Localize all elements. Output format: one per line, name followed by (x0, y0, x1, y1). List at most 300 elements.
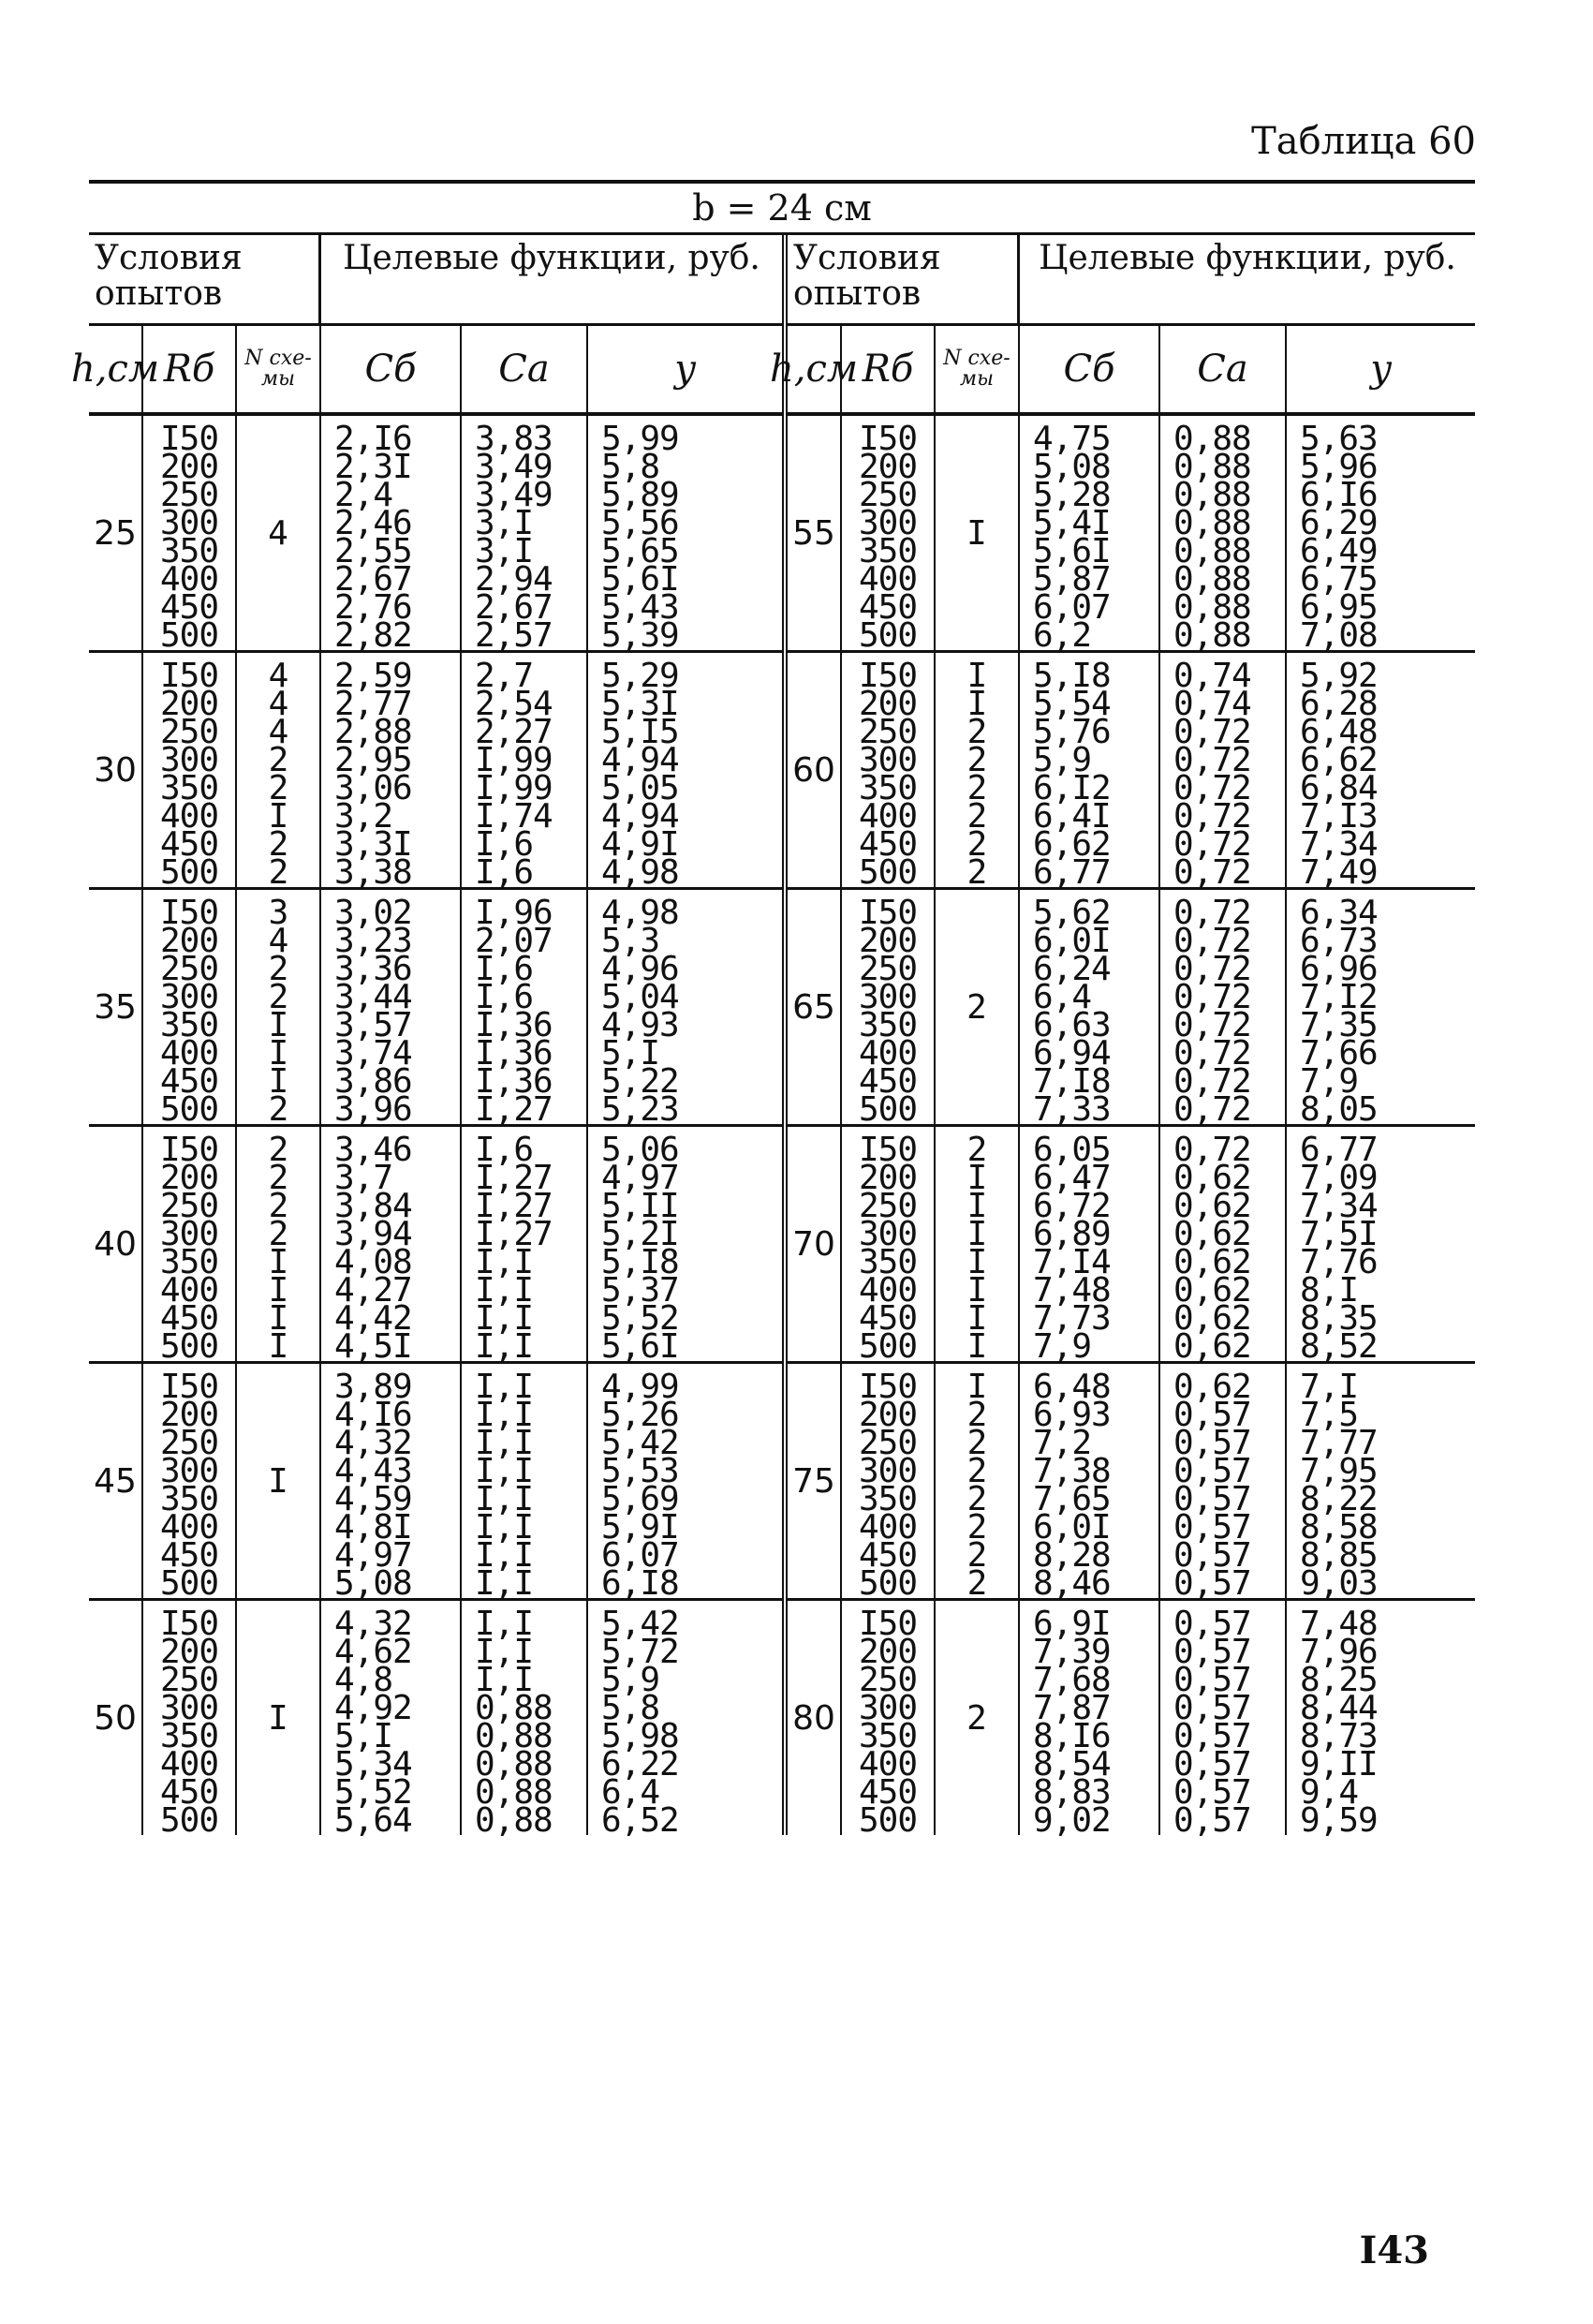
cell-r: 400 (858, 1508, 918, 1547)
cell-r: I50 (159, 1368, 219, 1406)
column-ca (1160, 1601, 1287, 1840)
cell-r: 200 (159, 1633, 219, 1671)
cell-n: 2 (966, 825, 987, 864)
cell-n: I (966, 1243, 987, 1281)
cell-y: 7,I2 (1300, 978, 1378, 1016)
block-h: 50 (89, 1601, 143, 1835)
cell-y: 5,53 (601, 1452, 679, 1490)
cell-y: 7,48 (1300, 1605, 1378, 1643)
cell-y: 5,22 (601, 1062, 679, 1101)
cell-y: 5,89 (601, 476, 679, 514)
header-row-1 (89, 235, 782, 326)
cell-cb: 3,7 (334, 1159, 393, 1197)
cell-cb: 5,28 (1033, 476, 1111, 514)
right-half (769, 235, 1475, 1840)
table-block (788, 1601, 1475, 1840)
cell-ca: 0,88 (1173, 476, 1251, 514)
cell-n: I (966, 1271, 987, 1310)
cell-y: 7,76 (1300, 1243, 1378, 1281)
cell-ca: 2,57 (475, 616, 553, 655)
cell-ca: I,6 (475, 950, 534, 988)
cell-ca: 0,88 (1173, 504, 1251, 542)
cell-cb: 6,24 (1033, 950, 1111, 988)
cell-cb: 5,I (334, 1717, 393, 1755)
cell-ca: 0,57 (1173, 1508, 1251, 1547)
cell-ca: I,I (475, 1368, 534, 1406)
cell-r: 450 (159, 588, 219, 627)
column-y (1287, 1364, 1475, 1603)
cell-n: I (268, 1006, 288, 1044)
cell-ca: 0,57 (1173, 1689, 1251, 1727)
cell-cb: 6,07 (1033, 588, 1111, 627)
cell-cb: 6,0I (1033, 1508, 1111, 1547)
cell-cb: 8,46 (1033, 1564, 1111, 1603)
cell-y: 4,98 (601, 853, 679, 892)
cell-ca: 0,72 (1173, 1062, 1251, 1101)
cell-cb: 3,84 (334, 1187, 412, 1225)
column-cb (1020, 1127, 1160, 1366)
cell-y: 6,4 (601, 1773, 660, 1812)
cell-r: 300 (858, 1689, 918, 1727)
cell-r: 200 (858, 922, 918, 960)
cell-r: 500 (159, 853, 219, 892)
column-ca (462, 890, 588, 1129)
cell-y: 5,8 (601, 1689, 660, 1727)
cell-cb: 6,93 (1033, 1396, 1111, 1434)
cell-r: 250 (159, 1424, 219, 1462)
column-ca (462, 1601, 588, 1840)
cell-cb: 5,9 (1033, 741, 1092, 779)
cell-r: I50 (159, 657, 219, 695)
cell-ca: 0,57 (1173, 1536, 1251, 1575)
cell-ca: 2,54 (475, 685, 553, 723)
cell-r: 350 (159, 769, 219, 807)
cell-r: 350 (858, 1717, 918, 1755)
cell-cb: 6,I2 (1033, 769, 1111, 807)
cell-ca: 0,57 (1173, 1801, 1251, 1840)
cell-ca: I,27 (475, 1090, 553, 1129)
cell-r: 500 (159, 1090, 219, 1129)
cell-cb: 7,68 (1033, 1661, 1111, 1699)
column-r (143, 890, 237, 1129)
cell-r: 350 (159, 1006, 219, 1044)
cell-n: I (966, 1187, 987, 1225)
cell-cb: 2,55 (334, 532, 412, 570)
cell-ca: 0,57 (1173, 1452, 1251, 1490)
header-row-2 (70, 326, 782, 416)
cell-y: 4,9I (601, 825, 679, 864)
cell-ca: 0,62 (1173, 1327, 1251, 1366)
cell-ca: 0,72 (1173, 797, 1251, 836)
cell-n: 2 (966, 769, 987, 807)
cell-ca: 0,57 (1173, 1396, 1251, 1434)
cell-y: 5,43 (601, 588, 679, 627)
header-functions: Целевые функции, руб. (1039, 239, 1456, 277)
cell-r: 250 (858, 1187, 918, 1225)
cell-ca: 0,57 (1173, 1480, 1251, 1518)
cell-ca: 0,72 (1173, 825, 1251, 864)
cell-cb: 6,2 (1033, 616, 1092, 655)
cell-y: 7,I3 (1300, 797, 1378, 836)
column-ca (462, 1364, 588, 1603)
cell-r: 300 (159, 1215, 219, 1253)
data-table (70, 180, 1475, 1840)
cell-y: 6,73 (1300, 922, 1378, 960)
cell-cb: 4,97 (334, 1536, 412, 1575)
cell-scheme: I (237, 1364, 321, 1598)
column-r (143, 1364, 237, 1603)
cell-r: 450 (858, 1773, 918, 1812)
cell-y: 5,3I (601, 685, 679, 723)
cell-y: 8,52 (1300, 1327, 1378, 1366)
cell-y: 5,I5 (601, 713, 679, 751)
cell-y: 5,52 (601, 1299, 679, 1338)
cell-ca: 0,88 (1173, 532, 1251, 570)
column-r (143, 416, 237, 655)
cell-r: 250 (858, 713, 918, 751)
table-block (788, 416, 1475, 653)
cell-y: 4,94 (601, 797, 679, 836)
cell-ca: I,I (475, 1243, 534, 1281)
table-caption: b = 24 см (89, 184, 1475, 235)
cell-n: I (966, 1327, 987, 1366)
cell-ca: 0,57 (1173, 1424, 1251, 1462)
cell-cb: 3,57 (334, 1006, 412, 1044)
cell-cb: 4,92 (334, 1689, 412, 1727)
cell-ca: 3,49 (475, 448, 553, 486)
cell-r: I50 (858, 1605, 918, 1643)
column-y (588, 416, 782, 655)
cell-ca: I,36 (475, 1062, 553, 1101)
cell-y: 9,II (1300, 1745, 1378, 1784)
cell-y: 7,5I (1300, 1215, 1378, 1253)
column-r (143, 653, 237, 892)
cell-cb: 7,39 (1033, 1633, 1111, 1671)
cell-r: 250 (858, 950, 918, 988)
cell-r: 300 (159, 1452, 219, 1490)
cell-n: I (268, 1034, 288, 1073)
cell-n: I (268, 1062, 288, 1101)
cell-cb: 7,87 (1033, 1689, 1111, 1727)
cell-ca: 0,72 (1173, 1006, 1251, 1044)
cell-ca: 0,88 (1173, 616, 1251, 655)
cell-cb: 2,3I (334, 448, 412, 486)
cell-ca: I,27 (475, 1215, 553, 1253)
column-ca (1160, 653, 1287, 892)
cell-ca: 0,62 (1173, 1187, 1251, 1225)
cell-y: 5,I8 (601, 1243, 679, 1281)
cell-ca: 3,I (475, 504, 534, 542)
column-cb (321, 890, 462, 1129)
block-h: 35 (89, 890, 143, 1124)
cell-scheme: 2 (936, 890, 1020, 1124)
cell-cb: 4,75 (1033, 420, 1111, 458)
cell-cb: 3,96 (334, 1090, 412, 1129)
cell-r: I50 (159, 894, 219, 932)
cell-ca: 0,72 (1173, 853, 1251, 892)
cell-r: I50 (858, 420, 918, 458)
cell-y: 4,96 (601, 950, 679, 988)
cell-r: 400 (159, 1034, 219, 1073)
block-h: 40 (89, 1127, 143, 1361)
cell-cb: 4,42 (334, 1299, 412, 1338)
cell-cb: 8,I6 (1033, 1717, 1111, 1755)
cell-y: 5,39 (601, 616, 679, 655)
cell-n: 4 (268, 922, 288, 960)
cell-n: 2 (966, 1424, 987, 1462)
cell-ca: 0,88 (1173, 588, 1251, 627)
cell-y: 5,92 (1300, 657, 1378, 695)
cell-cb: 5,6I (1033, 532, 1111, 570)
cell-ca: 0,88 (475, 1717, 553, 1755)
column-cb (321, 1127, 462, 1366)
cell-r: 250 (159, 950, 219, 988)
cell-n: 2 (966, 741, 987, 779)
cell-cb: 7,I8 (1033, 1062, 1111, 1101)
cell-y: 7,77 (1300, 1424, 1378, 1462)
block-h: 75 (788, 1364, 842, 1598)
column-r (842, 653, 936, 892)
column-cb (1020, 1364, 1160, 1603)
cell-r: I50 (858, 894, 918, 932)
cell-cb: 4,32 (334, 1605, 412, 1643)
cell-cb: 5,34 (334, 1745, 412, 1784)
header-y: y (1370, 348, 1392, 391)
cell-r: 250 (159, 1661, 219, 1699)
cell-y: 5,69 (601, 1480, 679, 1518)
cell-n: 2 (966, 853, 987, 892)
cell-y: 5,05 (601, 769, 679, 807)
cell-cb: 3,74 (334, 1034, 412, 1073)
cell-y: 5,04 (601, 978, 679, 1016)
cell-scheme: I (237, 1601, 321, 1835)
cell-ca: 3,I (475, 532, 534, 570)
cell-cb: 3,46 (334, 1131, 412, 1169)
cell-y: 7,49 (1300, 853, 1378, 892)
cell-ca: I,I (475, 1327, 534, 1366)
cell-n: 2 (268, 1215, 288, 1253)
column-r (143, 1127, 237, 1366)
cell-y: 7,34 (1300, 1187, 1378, 1225)
header-r: Rб (842, 326, 936, 412)
table-block (788, 653, 1475, 890)
header-h: h,см (89, 326, 143, 412)
cell-r: 500 (858, 1564, 918, 1603)
cell-ca: I,74 (475, 797, 553, 836)
cell-y: 6,95 (1300, 588, 1378, 627)
cell-cb: 3,86 (334, 1062, 412, 1101)
cell-y: 6,84 (1300, 769, 1378, 807)
cell-cb: 5,4I (1033, 504, 1111, 542)
cell-r: 450 (858, 1062, 918, 1101)
cell-n: I (966, 1215, 987, 1253)
table-block (89, 890, 782, 1127)
cell-cb: 2,4 (334, 476, 393, 514)
cell-n: I (268, 1327, 288, 1366)
table-block (788, 1127, 1475, 1364)
cell-ca: I,I (475, 1271, 534, 1310)
cell-cb: 4,43 (334, 1452, 412, 1490)
cell-n: 2 (966, 1564, 987, 1603)
cell-n: I (966, 657, 987, 695)
cell-ca: 0,57 (1173, 1605, 1251, 1643)
cell-cb: 7,65 (1033, 1480, 1111, 1518)
cell-r: 350 (159, 1717, 219, 1755)
cell-cb: 6,62 (1033, 825, 1111, 864)
cell-r: 250 (159, 713, 219, 751)
cell-y: 5,II (601, 1187, 679, 1225)
cell-ca: 0,72 (1173, 1131, 1251, 1169)
block-h: 80 (788, 1601, 842, 1835)
column-ca (1160, 416, 1287, 655)
cell-y: 5,98 (601, 1717, 679, 1755)
cell-cb: 5,64 (334, 1801, 412, 1840)
cell-r: I50 (159, 1605, 219, 1643)
cell-ca: 0,62 (1173, 1243, 1251, 1281)
cell-y: 7,09 (1300, 1159, 1378, 1197)
cell-r: 200 (858, 1159, 918, 1197)
cell-scheme: 2 (936, 1601, 1020, 1835)
cell-r: 450 (159, 1062, 219, 1101)
cell-ca: I,99 (475, 769, 553, 807)
cell-ca: 2,94 (475, 560, 553, 599)
cell-cb: 6,63 (1033, 1006, 1111, 1044)
cell-r: 500 (858, 1801, 918, 1840)
cell-y: 5,9 (601, 1661, 660, 1699)
cell-r: 300 (858, 741, 918, 779)
cell-y: 6,77 (1300, 1131, 1378, 1169)
cell-cb: 7,I4 (1033, 1243, 1111, 1281)
cell-r: 450 (858, 1299, 918, 1338)
cell-y: 5,37 (601, 1271, 679, 1310)
column-ca (462, 1127, 588, 1366)
cell-y: 5,8 (601, 448, 660, 486)
cell-r: I50 (159, 420, 219, 458)
cell-cb: 7,48 (1033, 1271, 1111, 1310)
cell-cb: 5,08 (1033, 448, 1111, 486)
cell-y: 6,I6 (1300, 476, 1378, 514)
cell-y: 5,06 (601, 1131, 679, 1169)
cell-y: 6,34 (1300, 894, 1378, 932)
cell-ca: 0,88 (1173, 560, 1251, 599)
cell-r: 350 (858, 1006, 918, 1044)
cell-r: 300 (159, 504, 219, 542)
cell-y: 8,44 (1300, 1689, 1378, 1727)
cell-r: 500 (159, 1801, 219, 1840)
cell-y: 9,03 (1300, 1564, 1378, 1603)
table-label: Таблица 60 (1251, 120, 1476, 163)
cell-n: 3 (268, 894, 288, 932)
cell-cb: 2,67 (334, 560, 412, 599)
cell-y: 7,5 (1300, 1396, 1359, 1434)
cell-ca: I,6 (475, 978, 534, 1016)
cell-r: 450 (159, 1773, 219, 1812)
header-cb: Cб (1020, 326, 1160, 412)
cell-r: 400 (159, 560, 219, 599)
cell-ca: 0,74 (1173, 685, 1251, 723)
cell-y: 5,99 (601, 420, 679, 458)
column-y (1287, 1127, 1475, 1366)
cell-ca: I,36 (475, 1034, 553, 1073)
column-y (588, 1601, 782, 1840)
cell-y: 5,65 (601, 532, 679, 570)
cell-y: 6,I8 (601, 1564, 679, 1603)
table-block (89, 416, 782, 653)
cell-r: 300 (159, 741, 219, 779)
column-ca (1160, 1364, 1287, 1603)
cell-cb: 3,02 (334, 894, 412, 932)
cell-y: 6,28 (1300, 685, 1378, 723)
cell-ca: 0,72 (1173, 894, 1251, 932)
cell-ca: I,27 (475, 1187, 553, 1225)
cell-r: 450 (858, 1536, 918, 1575)
cell-y: 5,26 (601, 1396, 679, 1434)
column-y (588, 653, 782, 892)
cell-ca: 0,62 (1173, 1299, 1251, 1338)
column-cb (321, 653, 462, 892)
table-block (89, 653, 782, 890)
cell-y: 5,29 (601, 657, 679, 695)
cell-y: 8,85 (1300, 1536, 1378, 1575)
cell-y: 6,52 (601, 1801, 679, 1840)
column-n (936, 1127, 1020, 1366)
cell-r: 350 (858, 1480, 918, 1518)
cell-r: 200 (858, 1633, 918, 1671)
cell-r: 450 (858, 825, 918, 864)
cell-y: 8,25 (1300, 1661, 1378, 1699)
cell-r: 500 (159, 616, 219, 655)
header-conditions: Условия опытов (89, 235, 321, 323)
column-ca (1160, 890, 1287, 1129)
cell-cb: 2,88 (334, 713, 412, 751)
cell-y: 6,62 (1300, 741, 1378, 779)
cell-r: 500 (858, 616, 918, 655)
cell-y: 4,93 (601, 1006, 679, 1044)
cell-cb: 5,76 (1033, 713, 1111, 751)
cell-r: 200 (159, 448, 219, 486)
cell-cb: 6,72 (1033, 1187, 1111, 1225)
cell-r: 350 (159, 1480, 219, 1518)
cell-ca: I,6 (475, 825, 534, 864)
cell-r: 400 (159, 1745, 219, 1784)
cell-cb: 4,59 (334, 1480, 412, 1518)
column-n (237, 890, 321, 1129)
column-ca (1160, 1127, 1287, 1366)
page-number: I43 (1359, 2228, 1429, 2272)
cell-cb: 3,06 (334, 769, 412, 807)
cell-ca: 0,72 (1173, 978, 1251, 1016)
cell-y: 4,97 (601, 1159, 679, 1197)
cell-ca: 2,07 (475, 922, 553, 960)
cell-y: 5,56 (601, 504, 679, 542)
cell-cb: 5,52 (334, 1773, 412, 1812)
cell-r: 300 (159, 978, 219, 1016)
cell-cb: 6,89 (1033, 1215, 1111, 1253)
cell-cb: 8,54 (1033, 1745, 1111, 1784)
cell-y: 8,I (1300, 1271, 1359, 1310)
cell-ca: 0,57 (1173, 1661, 1251, 1699)
cell-cb: 3,36 (334, 950, 412, 988)
cell-cb: 3,38 (334, 853, 412, 892)
cell-n: 2 (966, 1480, 987, 1518)
cell-cb: 6,94 (1033, 1034, 1111, 1073)
cell-y: 7,9 (1300, 1062, 1359, 1101)
cell-y: 5,6I (601, 560, 679, 599)
cell-y: 8,22 (1300, 1480, 1378, 1518)
cell-y: 6,29 (1300, 504, 1378, 542)
cell-y: 5,42 (601, 1424, 679, 1462)
cell-y: 7,34 (1300, 825, 1378, 864)
